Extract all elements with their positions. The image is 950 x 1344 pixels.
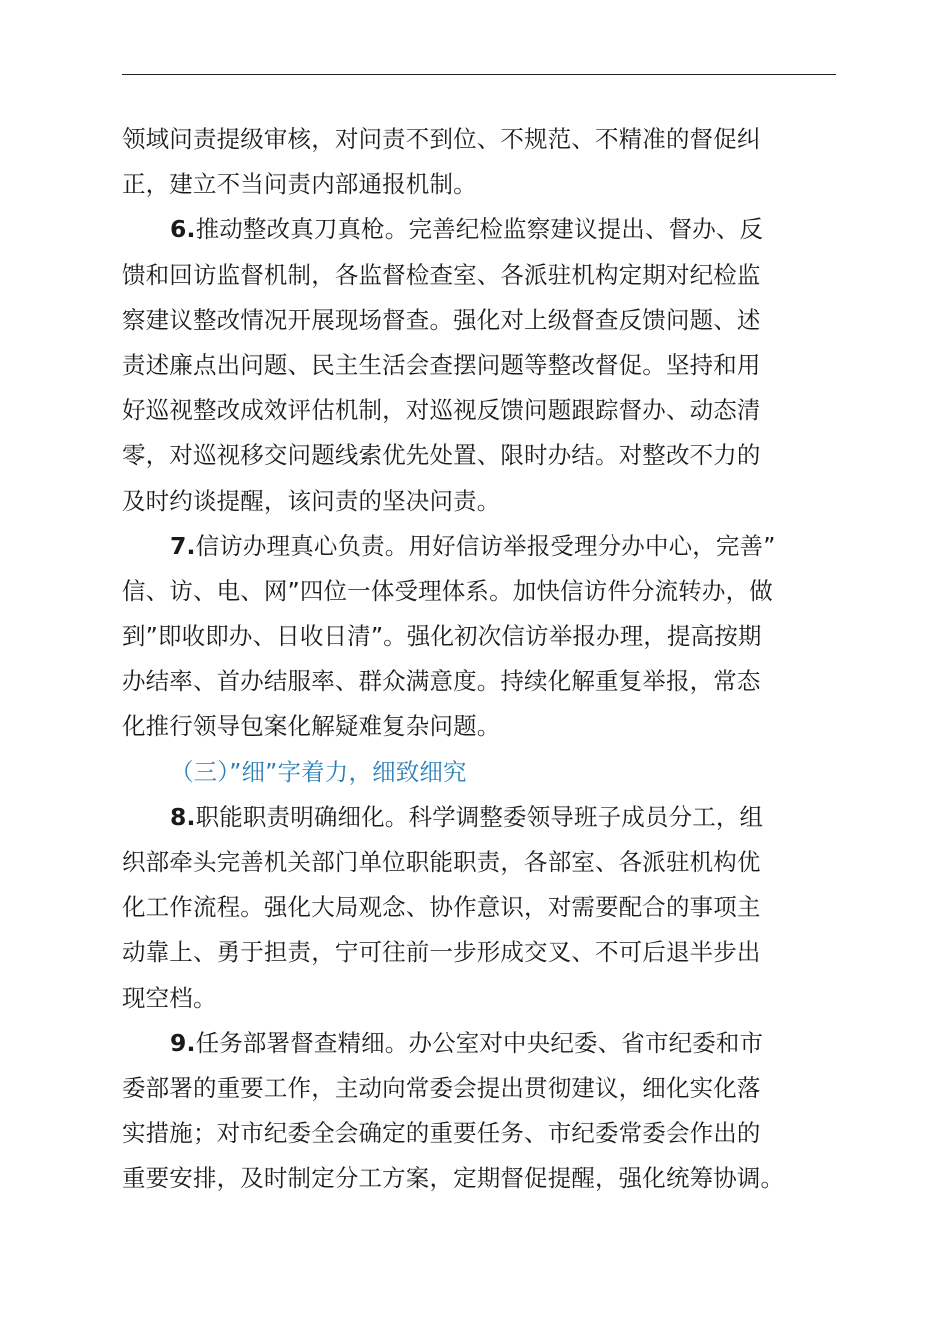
text-line: 零，对巡视移交问题线索优先处置、限时办结。对整改不力的 [122, 441, 761, 470]
text-line: 好巡视整改成效评估机制，对巡视反馈问题跟踪督办、动态清 [122, 396, 761, 425]
text-line: 及时约谈提醒，该问责的坚决问责。 [122, 486, 501, 515]
text-line: 化工作流程。强化大局观念、协作意识，对需要配合的事项主 [122, 893, 761, 922]
text-line: 责述廉点出问题、民主生活会查摆问题等整改督促。坚持和用 [122, 350, 761, 379]
text-line: 化推行领导包案化解疑难复杂问题。 [122, 712, 501, 741]
section-heading: （三）”细”字着力，细致细究 [170, 757, 467, 786]
document-body [122, 117, 850, 1202]
numbered-item-line [122, 795, 850, 840]
item-number: 7. [170, 531, 196, 560]
text-line: 推动整改真刀真枪。完善纪检监察建议提出、督办、反 [195, 215, 764, 244]
text-line: 现空档。 [122, 983, 217, 1012]
header-rule [122, 74, 836, 75]
text-line: 任务部署督查精细。办公室对中央纪委、省市纪委和市 [195, 1028, 764, 1057]
text-line: 动靠上、勇于担责，宁可往前一步形成交叉、不可后退半步出 [122, 938, 761, 967]
text-line: 委部署的重要工作，主动向常委会提出贯彻建议，细化实化落 [122, 1073, 761, 1102]
text-line: 重要安排，及时制定分工方案，定期督促提醒，强化统筹协调。 [122, 1164, 785, 1193]
numbered-item-line [122, 524, 850, 569]
text-line: 信访办理真心负责。用好信访举报受理分办中心，完善” [195, 531, 776, 560]
text-line: 实措施；对市纪委全会确定的重要任务、市纪委常委会作出的 [122, 1119, 761, 1148]
text-line: 正，建立不当问责内部通报机制。 [122, 170, 477, 199]
item-number: 8. [170, 802, 196, 831]
text-line: 到”即收即办、日收日清”。强化初次信访举报办理，提高按期 [122, 622, 762, 651]
text-line: 馈和回访监督机制，各监督检查室、各派驻机构定期对纪检监 [122, 260, 761, 289]
numbered-item-line [122, 207, 850, 252]
numbered-item-line [122, 1021, 850, 1066]
item-number: 9. [170, 1028, 196, 1057]
text-line: 领域问责提级审核，对问责不到位、不规范、不精准的督促纠 [122, 125, 761, 153]
text-line: 职能职责明确细化。科学调整委领导班子成员分工，组 [195, 802, 764, 831]
text-line: 信、访、电、网”四位一体受理体系。加快信访件分流转办，做 [122, 576, 773, 605]
text-line: 织部牵头完善机关部门单位职能职责，各部室、各派驻机构优 [122, 848, 761, 876]
item-number: 6. [170, 215, 196, 244]
text-line: 察建议整改情况开展现场督查。强化对上级督查反馈问题、述 [122, 305, 761, 334]
text-line: 办结率、首办结服率、群众满意度。持续化解重复举报，常态 [122, 667, 761, 696]
